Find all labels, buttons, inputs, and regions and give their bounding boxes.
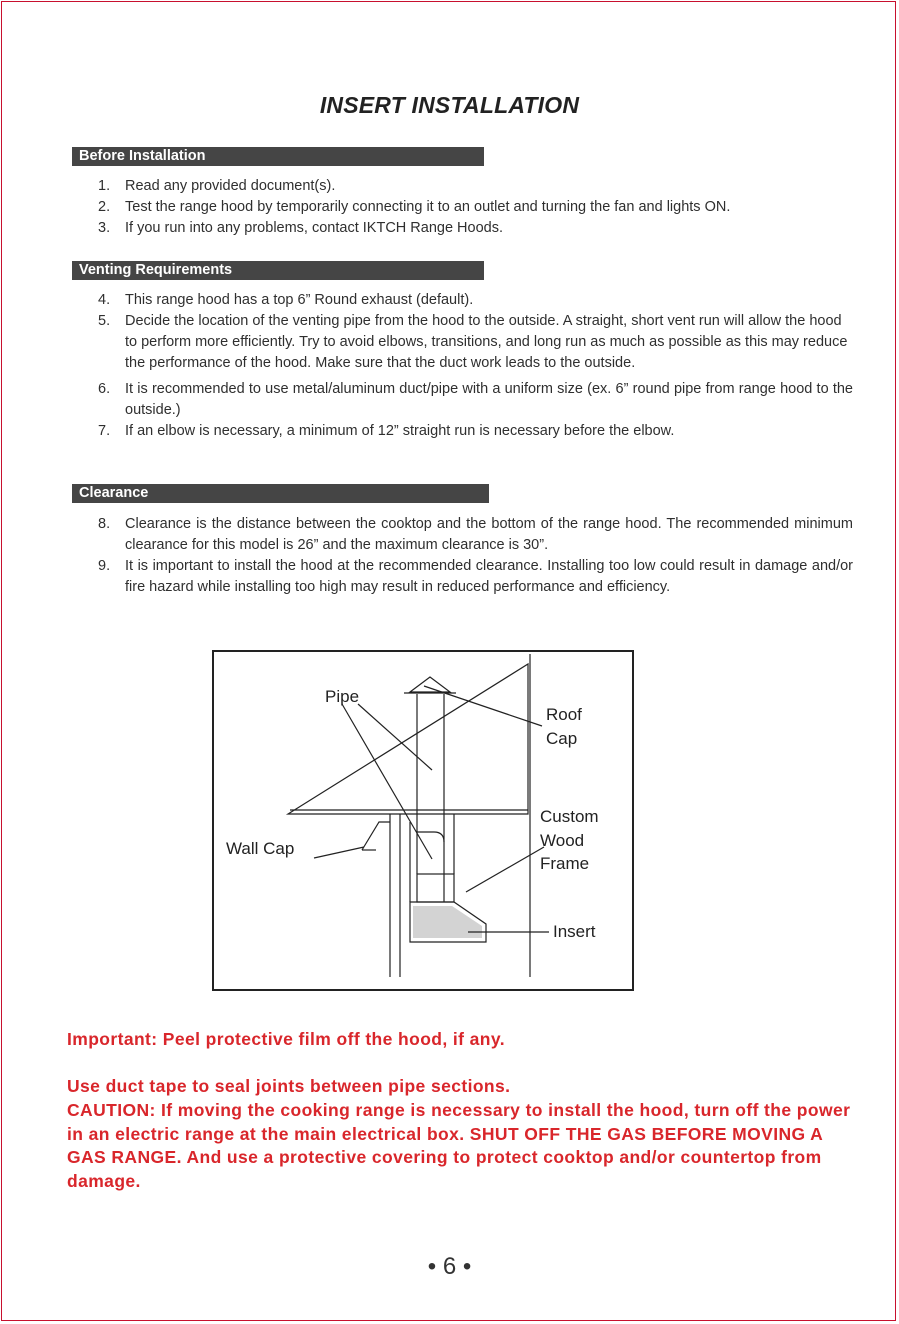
page-title: INSERT INSTALLATION (319, 92, 580, 118)
item-number: 8. (98, 516, 111, 532)
caution-note: CAUTION: If moving the cooking range is necessary to install the hood, turn off the power in an electric range at the main electrical box. SHUT OFF THE GAS BEFORE MOVING A GAS RANGE. And use a protective covering to protect cooktop and/or countertop from damage. (67, 1100, 851, 1191)
item-number: 6. (98, 381, 111, 397)
item-number: 5. (98, 313, 111, 329)
item-number: 1. (98, 178, 111, 194)
list-item (90, 218, 853, 239)
item-text: This range hood has a top 6” Round exhaust (default). (125, 292, 474, 308)
item-text: Read any provided document(s). (125, 178, 336, 194)
list-item (90, 421, 853, 442)
section-heading-before-installation: Before Installation (72, 147, 484, 166)
item-number: 3. (98, 220, 111, 236)
roof-triangle (288, 664, 528, 814)
custom-frame-label-3: Frame (540, 854, 590, 873)
list-item (90, 197, 853, 218)
roof-cap-label-2: Cap (546, 729, 578, 748)
item-text: Decide the location of the venting pipe from the hood to the outside. A straight, short vent run will allow the hood to perform more efficiently. Try to avoid elbows, transitions, and long run as much as possible as this may reduce the performance of the hood. Make sure that the duct work leads to the outside. (125, 313, 848, 371)
item-text: If you run into any problems, contact IKTCH Range Hoods. (125, 220, 503, 236)
installation-diagram (212, 650, 634, 991)
roof-cap-shape (410, 677, 450, 692)
item-text: Clearance is the distance between the cooktop and the bottom of the range hood. The recommended minimum clearance for this model is 26” and the maximum clearance is 30”. (125, 516, 853, 553)
important-note: Important: Peel protective film off the hood, if any. (67, 1029, 505, 1049)
section-heading-clearance: Clearance (72, 484, 489, 503)
insert-label: Insert (553, 922, 596, 941)
item-text: It is important to install the hood at the recommended clearance. Installing too low could result in damage and/or fire hazard while installing too high may result in reduced performance and efficiency. (125, 558, 853, 595)
item-number: 7. (98, 423, 111, 439)
item-text: If an elbow is necessary, a minimum of 12” straight run is necessary before the elbow. (125, 423, 675, 439)
venting-requirements-list (90, 290, 853, 442)
list-item (90, 556, 853, 598)
before-installation-list (90, 176, 853, 239)
list-item (90, 514, 853, 556)
item-number: 2. (98, 199, 111, 215)
clearance-list (90, 514, 853, 598)
roof-cap-label-1: Roof (546, 705, 582, 724)
custom-frame-label-2: Wood (540, 831, 585, 850)
list-item (90, 379, 853, 421)
page-number: • 6 • (427, 1253, 472, 1280)
item-number: 4. (98, 292, 111, 308)
section-heading-venting-requirements: Venting Requirements (72, 261, 484, 280)
item-text: Test the range hood by temporarily connecting it to an outlet and turning the fan and lights ON. (125, 199, 731, 215)
list-item (90, 311, 853, 374)
item-number: 9. (98, 558, 111, 574)
list-item (90, 290, 853, 311)
wall-cap-label: Wall Cap (226, 839, 295, 858)
pipe-label: Pipe (325, 687, 360, 706)
list-item (90, 176, 853, 197)
duct-tape-note: Use duct tape to seal joints between pipe sections. (67, 1076, 511, 1096)
item-text: It is recommended to use metal/aluminum duct/pipe with a uniform size (ex. 6” round pipe from range hood to the outside.) (125, 381, 853, 418)
custom-frame-label-1: Custom (540, 807, 599, 826)
